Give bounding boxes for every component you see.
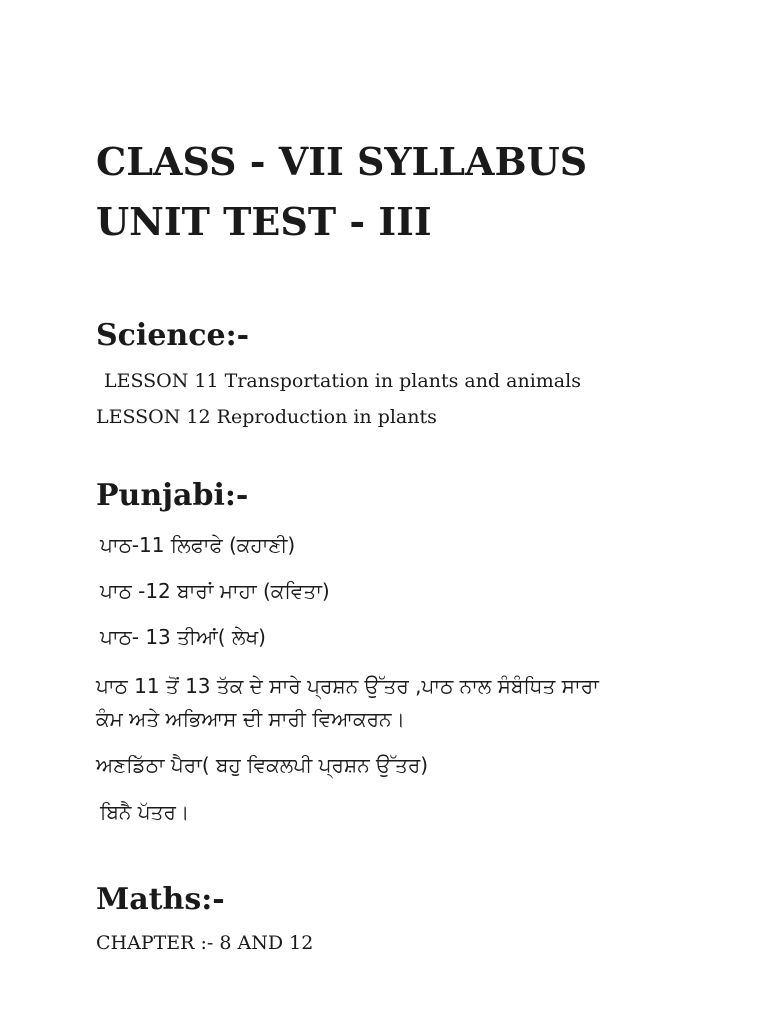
punjabi-heading: Punjabi:- <box>96 478 249 513</box>
science-lesson-12: LESSON 12 Reproduction in plants <box>96 406 437 428</box>
punjabi-lesson-12: ਪਾਠ -12 ਬਾਰਾਂ ਮਾਹਾ (ਕਵਿਤਾ) <box>100 579 330 603</box>
science-heading: Science:- <box>96 318 250 353</box>
maths-chapters: CHAPTER :- 8 AND 12 <box>96 932 314 954</box>
punjabi-application-letter: ਬਿਨੈ ਪੱਤਰ। <box>100 800 190 824</box>
punjabi-lesson-11: ਪਾਠ-11 ਲਿਫਾਫੇ (ਕਹਾਣੀ) <box>100 533 296 557</box>
punjabi-note-line-2: ਕੰਮ ਅਤੇ ਅਭਿਆਸ ਦੀ ਸਾਰੀ ਵਿਆਕਰਨ। <box>96 707 406 731</box>
science-lesson-11: LESSON 11 Transportation in plants and animals <box>104 370 581 392</box>
title-line-class: CLASS - VII SYLLABUS <box>96 139 588 184</box>
punjabi-lesson-13: ਪਾਠ- 13 ਤੀਆਂ( ਲੇਖ) <box>100 625 266 649</box>
maths-heading: Maths:- <box>96 882 225 917</box>
punjabi-note-line-1: ਪਾਠ 11 ਤੋਂ 13 ਤੱਕ ਦੇ ਸਾਰੇ ਪ੍ਰਸ਼ਨ ਉੱਤਰ ,ਪਾਠ ਨਾਲ ਸੰਬੰਧਿਤ ਸਾਰਾ <box>96 674 599 698</box>
punjabi-unseen-passage: ਅਣਡਿੱਠਾ ਪੈਰਾ( ਬਹੁ ਵਿਕਲਪੀ ਪ੍ਰਸ਼ਨ ਉੱਤਰ) <box>96 753 429 777</box>
title-line-unit-test: UNIT TEST - III <box>96 199 432 244</box>
